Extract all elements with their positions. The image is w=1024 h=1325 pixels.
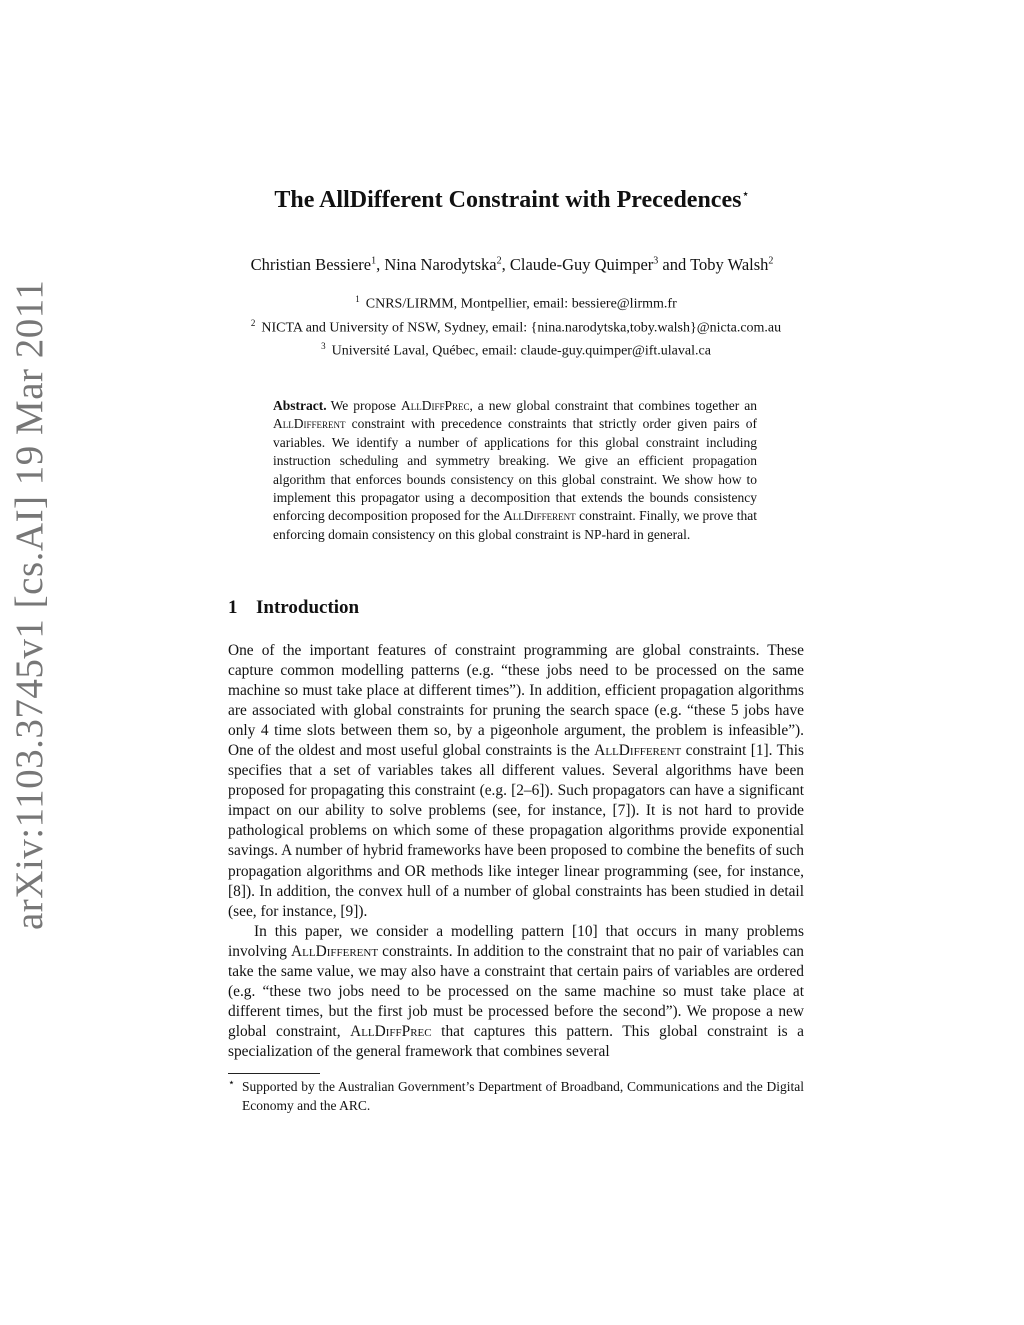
- abstract-text: constraint. Finally, we prove that enforcing domain consistency on this global constraint is NP-hard in general.: [273, 508, 757, 542]
- author-name: Claude-Guy Quimper: [509, 255, 654, 274]
- author-separator: ,: [376, 255, 385, 274]
- paragraph-text: constraint [1]. This specifies that a set of variables takes all different values. Several algorithms have been proposed for propagating this constraint (e.g. [2–6]). Such propagators can have a significant impact on our ability to solve problems (see, for instance, [7]). It is not hard to provide pathological problems on which some of these propagation algorithms provide exponential savings. A number of hybrid frameworks have been proposed to combine the benefits of such propagation algorithms and OR methods like integer linear programming (see, for instance, [8]). In addition, the convex hull of a number of global constraints has been studied in detail (see, for instance, [9]).: [228, 742, 804, 920]
- footnote-rule: [228, 1073, 320, 1074]
- paragraph-text: One of the important features of constraint programming are global constraints. These capture common modelling patterns (e.g. “these jobs need to be processed on the same machine so must take place at different times”). In addition, efficient propagation algorithms are associated with global constraints for pruning the search space (e.g. “these 5 jobs have only 4 time slots between them so, by a pigeonhole argument, the problem is infeasible”). One of the oldest and most useful global constraints is the: [228, 642, 804, 760]
- paragraph-text: that captures this pattern. This global constraint is a specialization of the general framework that combines several: [228, 1022, 805, 1060]
- affiliation-line: [0, 290, 1024, 314]
- affiliation-number: 2: [250, 317, 256, 328]
- arxiv-identifier: arXiv:1103.3745v1 [cs.AI] 19 Mar 2011: [8, 279, 51, 930]
- affiliation-text: Université Laval, Québec, email: claude-guy.quimper@ift.ulaval.ca: [331, 343, 711, 359]
- paragraph-text: constraints. In addition to the constraint that no pair of variables can take the same value, we may also have a constraint that certain pairs of variables are ordered (e.g. “these two jobs need to be processed on the same machine so must take place at different times, but the first job must be processed before the second”). We propose a new global constraint,: [228, 942, 804, 1040]
- affiliation-list: [0, 290, 1024, 361]
- author-affiliation-mark: 1: [371, 255, 377, 267]
- constraint-name: AllDiffPrec: [400, 398, 470, 413]
- section-heading: [228, 597, 359, 619]
- constraint-name: AllDifferent: [291, 942, 379, 960]
- abstract-text: We propose: [330, 398, 401, 413]
- abstract-text: constraint with precedence constraints that strictly order given pairs of variables. We identify a number of applications for this global constraint including instruction scheduling and symmetry breaking. We give an efficient propagation algorithm that enforces bounds consistency on this global constraint. We show how to implement this propagator using a decomposition that extends the bounds consistency enforcing decomposition proposed for the: [273, 416, 757, 524]
- title-text: The AllDifferent Constraint with Precedences: [274, 187, 742, 213]
- affiliation-text: CNRS/LIRMM, Montpellier, email: bessiere@lirmm.fr: [365, 296, 677, 312]
- author-conjunction: and: [658, 255, 691, 274]
- abstract-text: , a new global constraint that combines together an: [469, 398, 757, 413]
- footnote-text: Supported by the Australian Government’s Department of Broadband, Communications and the Digital Economy and the ARC.: [242, 1079, 804, 1113]
- section-number: 1: [228, 597, 238, 618]
- abstract-label: Abstract.: [273, 398, 327, 413]
- paragraph: [228, 922, 804, 1062]
- section-title: Introduction: [256, 597, 360, 618]
- author-name: Nina Narodytska: [384, 255, 497, 274]
- author-affiliation-mark: 2: [768, 255, 774, 267]
- author-affiliation-mark: 2: [496, 255, 502, 267]
- author-affiliation-mark: 3: [653, 255, 659, 267]
- author-name: Christian Bessiere: [250, 255, 372, 274]
- abstract: [273, 397, 757, 544]
- footnote-mark: ⋆: [228, 1077, 235, 1089]
- footnote: [228, 1077, 804, 1115]
- introduction-body: [228, 641, 804, 1062]
- affiliation-number: 3: [321, 341, 326, 352]
- author-name: Toby Walsh: [690, 255, 769, 274]
- paragraph-text: In this paper, we consider a modelling pattern [10] that occurs in many problems involving: [228, 922, 804, 960]
- author-list: [0, 255, 1024, 275]
- paragraph: [228, 641, 804, 922]
- constraint-name: AllDifferent: [273, 416, 346, 432]
- paper-title: [0, 186, 1024, 214]
- constraint-name: AllDiffPrec: [350, 1022, 432, 1040]
- constraint-name: AllDifferent: [594, 742, 682, 760]
- affiliation-line: [0, 337, 1024, 361]
- affiliation-text: NICTA and University of NSW, Sydney, email: {nina.narodytska,toby.walsh}@nicta.com.au: [261, 320, 782, 336]
- affiliation-line: [0, 314, 1024, 338]
- affiliation-number: 1: [355, 294, 360, 304]
- constraint-name: AllDifferent: [503, 508, 576, 524]
- author-separator: ,: [501, 255, 510, 274]
- title-footnote-mark: ⋆: [741, 186, 750, 201]
